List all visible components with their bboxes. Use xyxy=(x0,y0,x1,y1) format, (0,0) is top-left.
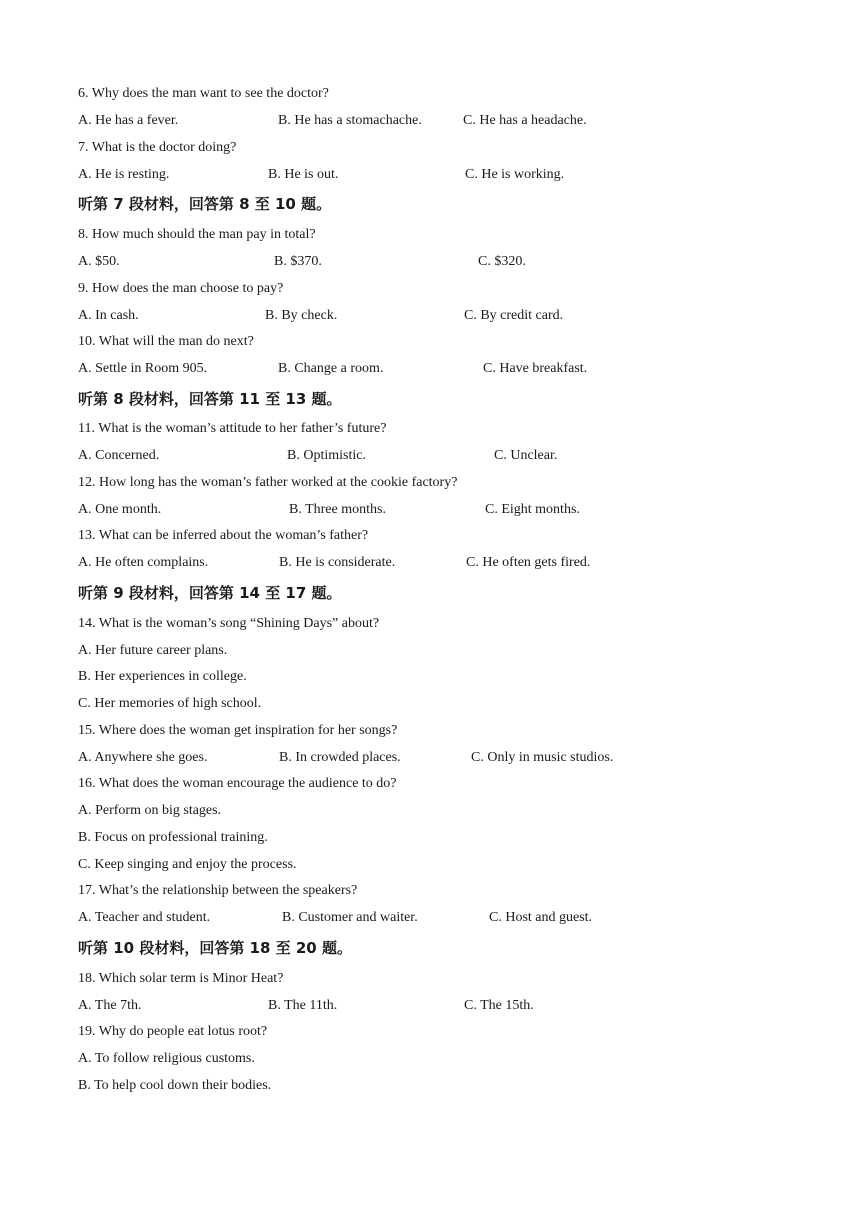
question-12: 12. How long has the woman’s father worked at the cookie factory? xyxy=(78,475,458,490)
q7-option-b: B. He is out. xyxy=(268,167,339,182)
q7-option-c: C. He is working. xyxy=(465,167,565,182)
q12-option-b: B. Three months. xyxy=(289,502,386,517)
q9-option-b: B. By check. xyxy=(265,308,338,323)
q11-option-a: A. Concerned. xyxy=(78,448,160,463)
section-heading-8: 听第 8 段材料，回答第 11 至 13 题。 xyxy=(78,390,342,408)
q17-option-c: C. Host and guest. xyxy=(489,910,593,925)
q14-option-b: B. Her experiences in college. xyxy=(78,669,247,684)
question-18: 18. Which solar term is Minor Heat? xyxy=(78,971,284,986)
question-13: 13. What can be inferred about the woman’s father? xyxy=(78,528,369,543)
q8-option-b: B. $370. xyxy=(274,254,322,269)
question-7: 7. What is the doctor doing? xyxy=(78,140,237,155)
question-15: 15. Where does the woman get inspiration for her songs? xyxy=(78,723,398,738)
q16-option-c: C. Keep singing and enjoy the process. xyxy=(78,857,297,872)
q14-option-a: A. Her future career plans. xyxy=(78,643,228,658)
q10-option-a: A. Settle in Room 905. xyxy=(78,361,208,376)
question-10: 10. What will the man do next? xyxy=(78,334,254,349)
q7-option-a: A. He is resting. xyxy=(78,167,170,182)
question-14: 14. What is the woman’s song “Shining Days” about? xyxy=(78,616,380,631)
q13-option-a: A. He often complains. xyxy=(78,555,209,570)
question-8: 8. How much should the man pay in total? xyxy=(78,227,316,242)
q19-option-b: B. To help cool down their bodies. xyxy=(78,1078,272,1093)
q16-option-a: A. Perform on big stages. xyxy=(78,803,222,818)
question-11: 11. What is the woman’s attitude to her father’s future? xyxy=(78,421,387,436)
q8-option-a: A. $50. xyxy=(78,254,120,269)
q15-option-b: B. In crowded places. xyxy=(279,750,401,765)
q17-option-a: A. Teacher and student. xyxy=(78,910,211,925)
q11-option-b: B. Optimistic. xyxy=(287,448,366,463)
question-16: 16. What does the woman encourage the audience to do? xyxy=(78,776,397,791)
q8-option-c: C. $320. xyxy=(478,254,526,269)
question-19: 19. Why do people eat lotus root? xyxy=(78,1024,268,1039)
q15-option-c: C. Only in music studios. xyxy=(471,750,614,765)
question-17: 17. What’s the relationship between the speakers? xyxy=(78,883,358,898)
q10-option-b: B. Change a room. xyxy=(278,361,384,376)
q12-option-a: A. One month. xyxy=(78,502,162,517)
section-heading-9: 听第 9 段材料，回答第 14 至 17 题。 xyxy=(78,584,342,602)
q9-option-a: A. In cash. xyxy=(78,308,139,323)
q18-option-b: B. The 11th. xyxy=(268,998,338,1013)
q11-option-c: C. Unclear. xyxy=(494,448,558,463)
q17-option-b: B. Customer and waiter. xyxy=(282,910,418,925)
q18-option-c: C. The 15th. xyxy=(464,998,534,1013)
q9-option-c: C. By credit card. xyxy=(464,308,564,323)
q13-option-c: C. He often gets fired. xyxy=(466,555,591,570)
q6-option-c: C. He has a headache. xyxy=(463,113,587,128)
q19-option-a: A. To follow religious customs. xyxy=(78,1051,255,1066)
question-9: 9. How does the man choose to pay? xyxy=(78,281,284,296)
q16-option-b: B. Focus on professional training. xyxy=(78,830,268,845)
question-6: 6. Why does the man want to see the doctor? xyxy=(78,86,329,101)
q15-option-a: A. Anywhere she goes. xyxy=(78,750,208,765)
q12-option-c: C. Eight months. xyxy=(485,502,580,517)
q18-option-a: A. The 7th. xyxy=(78,998,142,1013)
q10-option-c: C. Have breakfast. xyxy=(483,361,588,376)
section-heading-10: 听第 10 段材料，回答第 18 至 20 题。 xyxy=(78,939,352,957)
q6-option-a: A. He has a fever. xyxy=(78,113,179,128)
q13-option-b: B. He is considerate. xyxy=(279,555,396,570)
section-heading-7: 听第 7 段材料，回答第 8 至 10 题。 xyxy=(78,195,332,213)
q14-option-c: C. Her memories of high school. xyxy=(78,696,262,711)
q6-option-b: B. He has a stomachache. xyxy=(278,113,422,128)
